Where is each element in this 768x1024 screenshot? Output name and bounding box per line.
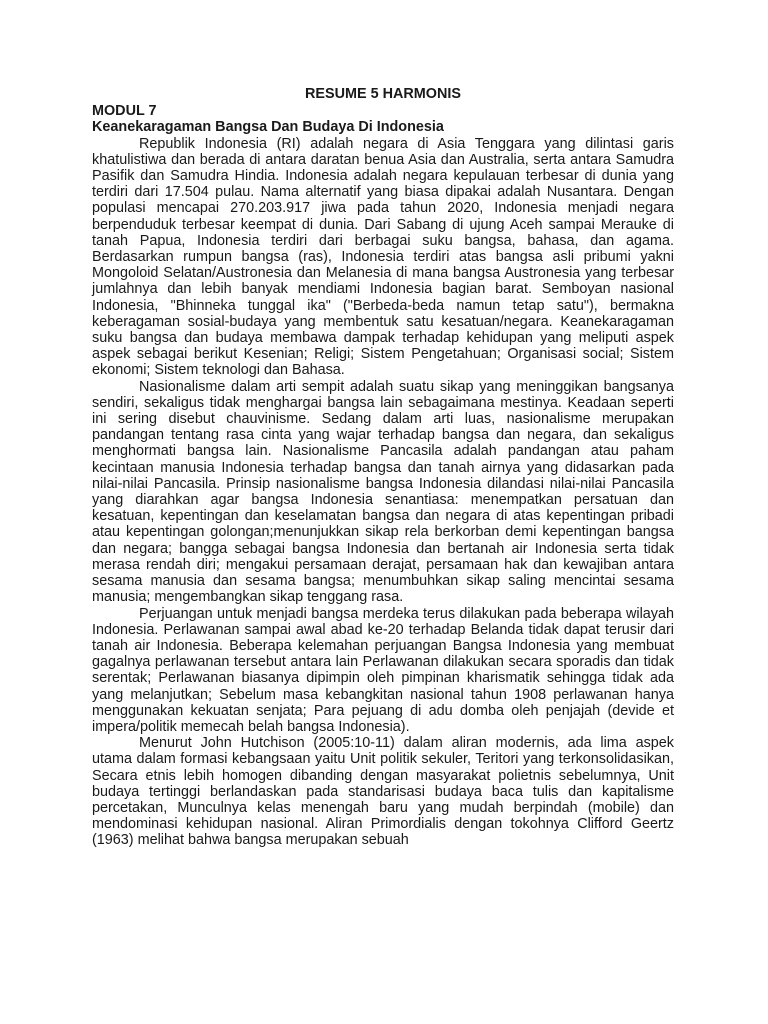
document-page [92,86,674,849]
paragraph-nasionalisme: Nasionalisme dalam arti sempit adalah suatu sikap yang meninggikan bangsanya sendiri, sekaligus tidak menghargai bangsa lain sebagaimana mestinya. Keadaan seperti ini sering disebut chauvinisme. Sedang dalam arti luas, nasionalisme merupakan pandangan tentang rasa cinta yang wajar terhadap bangsa dan negara, dan sekaligus menghormati bangsa lain. Nasionalisme Pancasila adalah pandangan atau paham kecintaan manusia Indonesia terhadap bangsa dan tanah airnya yang didasarkan pada nilai-nilai Pancasila. Prinsip nasionalisme bangsa Indonesia dilandasi nilai-nilai Pancasila yang diarahkan agar bangsa Indonesia senantiasa: menempatkan persatuan dan kesatuan, kepentingan dan keselamatan bangsa dan negara di atas kepentingan pribadi atau kepentingan golongan;menunjukkan sikap rela berkorban demi kepentingan bangsa dan negara; bangga sebagai bangsa Indonesia dan bertanah air Indonesia serta tidak merasa rendah diri; mengakui persamaan derajat, persamaan hak dan kewajiban antara sesama manusia dan sesama bangsa; menumbuhkan sikap saling mencintai sesama manusia; mengembangkan sikap tenggang rasa. [92,378,674,606]
section-subtitle: Keanekaragaman Bangsa Dan Budaya Di Indonesia [92,119,444,136]
document-title: RESUME 5 HARMONIS [305,86,461,102]
paragraph-indonesia: Republik Indonesia (RI) adalah negara di Asia Tenggara yang dilintasi garis khatulistiwa dan berada di antara daratan benua Asia dan Australia, serta antara Samudra Pasifik dan Samudra Hindia. Indonesia adalah negara kepulauan terbesar di dunia yang terdiri dari 17.504 pulau. Nama alternatif yang biasa dipakai adalah Nusantara. Dengan populasi mencapai 270.203.917 jiwa pada tahun 2020, Indonesia menjadi negara berpenduduk terbesar keempat di dunia. Dari Sabang di ujung Aceh sampai Merauke di tanah Papua, Indonesia terdiri dari berbagai suku bangsa, bahasa, dan agama. Berdasarkan rumpun bangsa (ras), Indonesia terdiri atas bangsa asli pribumi yakni Mongoloid Selatan/Austronesia dan Melanesia di mana bangsa Austronesia yang terbesar jumlahnya dan lebih banyak mendiami Indonesia bagian barat. Semboyan nasional Indonesia, "Bhinneka tunggal ika" ("Berbeda-beda namun tetap satu"), bermakna keberagaman sosial-budaya yang membentuk satu kesatuan/negara. Keanekaragaman suku bangsa dan budaya membawa dampak terhadap kehidupan yang meliputi aspek aspek sebagai berikut Kesenian; Religi; Sistem Pengetahuan; Organisasi social; Sistem ekonomi; Sistem teknologi dan Bahasa. [92,135,674,379]
paragraph-perjuangan: Perjuangan untuk menjadi bangsa merdeka terus dilakukan pada beberapa wilayah Indonesia. Perlawanan sampai awal abad ke-20 terhadap Belanda tidak dapat terusir dari tanah air Indonesia. Beberapa kelemahan perjuangan Bangsa Indonesia yang membuat gagalnya perlawanan tersebut antara lain Perlawanan dilakukan secara sporadis dan tidak serentak; Perlawanan biasanya dipimpin oleh pimpinan kharismatik sehingga tidak ada yang melanjutkan; Sebelum masa kebangkitan nasional tahun 1908 perlawanan hanya menggunakan kekuatan senjata; Para pejuang di adu domba oleh penjajah (devide et impera/politik memecah belah bangsa Indonesia). [92,605,674,735]
module-heading: MODUL 7 [92,103,157,120]
paragraph-hutchison: Menurut John Hutchison (2005:10-11) dalam aliran modernis, ada lima aspek utama dalam formasi kebangsaan yaitu Unit politik sekuler, Teritori yang terkonsolidasikan, Secara etnis lebih homogen dibanding dengan masyarakat polietnis sebelumnya, Unit budaya tertinggi berlandaskan pada standarisasi budaya baca tulis dan kapitalisme percetakan, Munculnya kelas menengah baru yang mudah berpindah (mobile) dan mendominasi kehidupan nasional. Aliran Primordialis dengan tokohnya Clifford Geertz (1963) melihat bahwa bangsa merupakan sebuah [92,735,674,849]
